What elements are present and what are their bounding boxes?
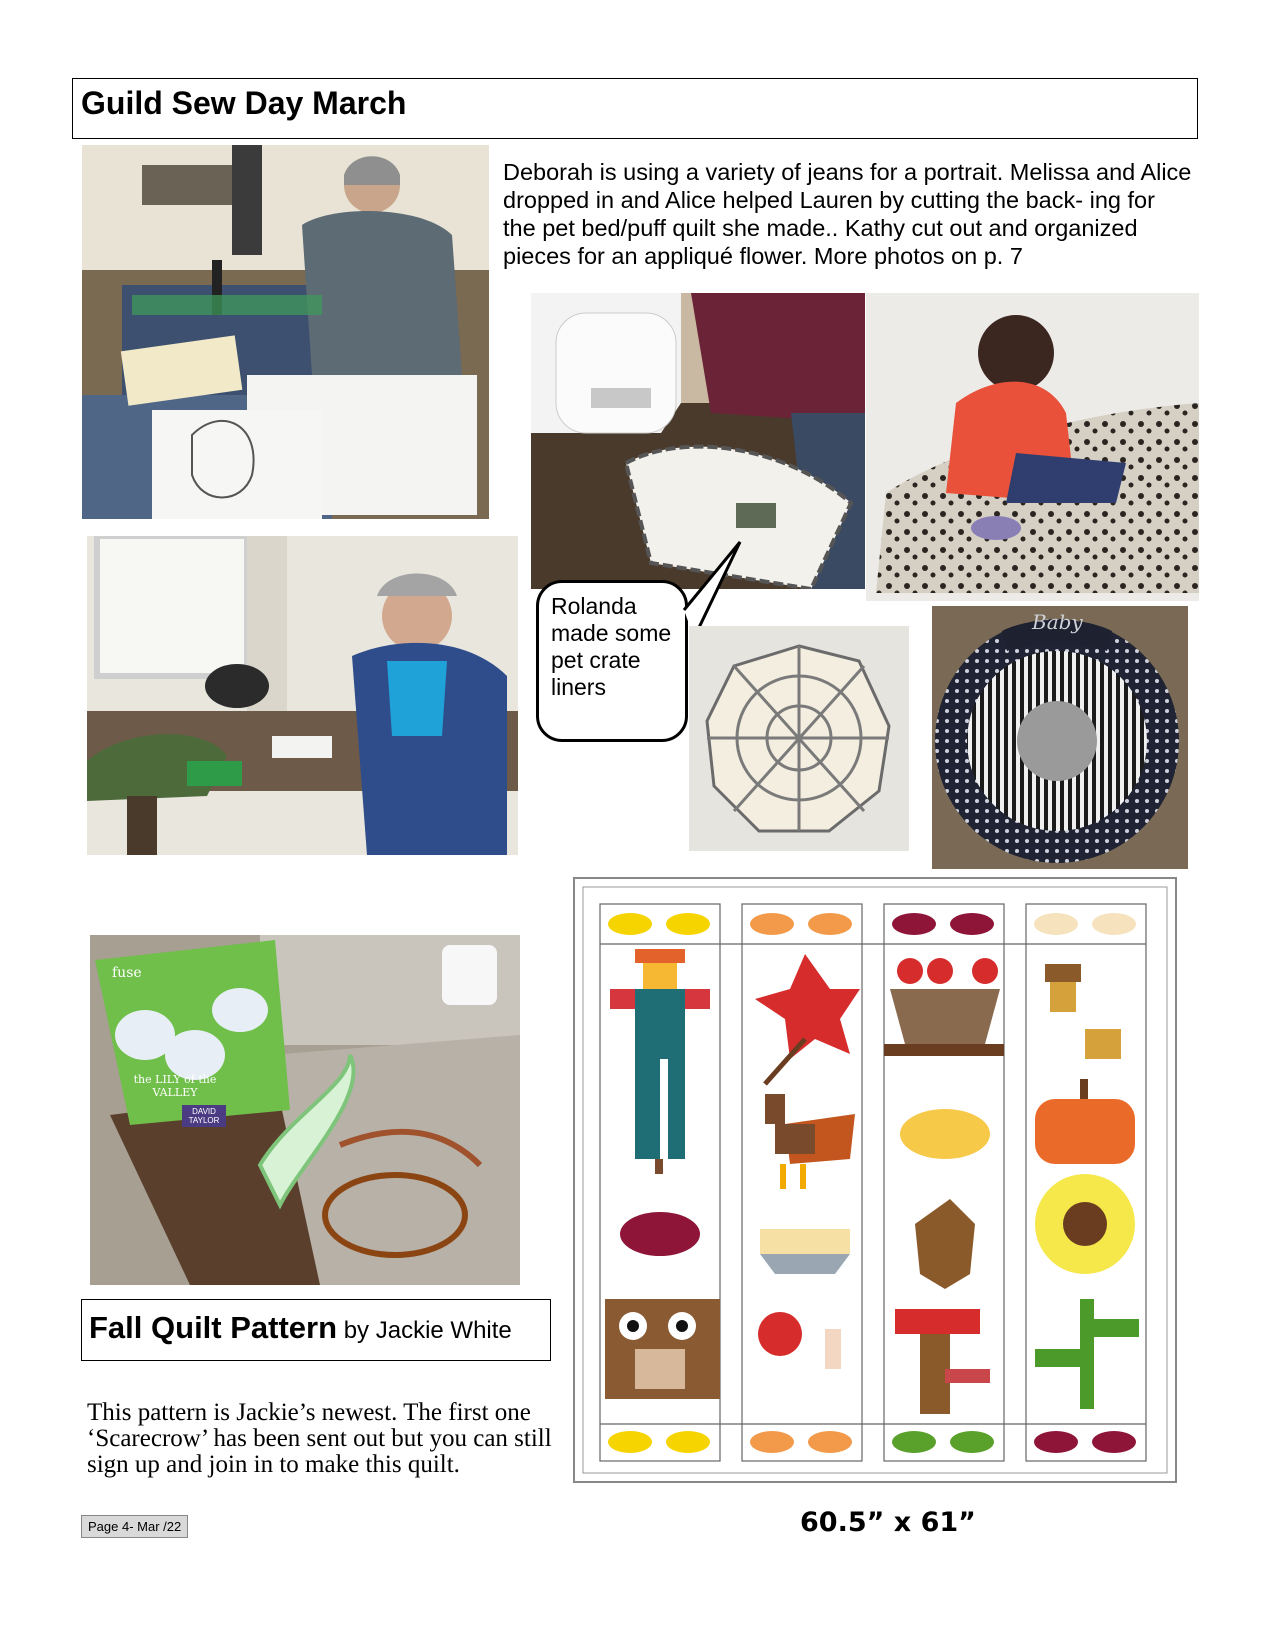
pattern-heading [89, 1310, 512, 1346]
callout-text: Rolanda made some pet crate liners [551, 593, 672, 700]
page-footer: Page 4- Mar /22 [81, 1515, 188, 1538]
photo-round-crate-liner [689, 626, 909, 851]
intro-paragraph: Deborah is using a variety of jeans for a portrait. Melissa and Alice dropped in and Alice helped Lauren by cutting the back- ing for the pet bed/puff quilt she made.. Kathy cut out and organized pieces for an appliqué flower. More photos on p. 7 [503, 159, 1192, 269]
quilt-dimensions: 60.5” x 61” [800, 1507, 976, 1538]
book-brand: DAVID TAYLOR [182, 1105, 226, 1127]
section-title: Guild Sew Day March [81, 85, 407, 121]
photo-child-cutting-fabric [866, 293, 1199, 601]
callout-bubble [536, 580, 688, 742]
fall-quilt-pattern-image [573, 877, 1177, 1483]
pattern-header-box [81, 1299, 551, 1361]
pattern-paragraph: This pattern is Jackie’s newest. The first one ‘Scarecrow’ has been sent out but you can still sign up and join in to make this quilt. [87, 1399, 552, 1478]
photo-kathy-applique [87, 536, 518, 855]
pattern-byline: by Jackie White [337, 1317, 512, 1344]
photo-deborah-jeans-portrait [82, 145, 489, 519]
book-label-top: fuse [112, 965, 142, 981]
bed-label: Baby [1032, 610, 1083, 634]
section-header-box [72, 78, 1198, 139]
photo-lily-applique [90, 935, 520, 1285]
book-label: the LILY of the VALLEY [133, 1073, 217, 1099]
photo-puff-pet-bed [932, 606, 1188, 869]
pattern-title: Fall Quilt Pattern [89, 1310, 338, 1345]
